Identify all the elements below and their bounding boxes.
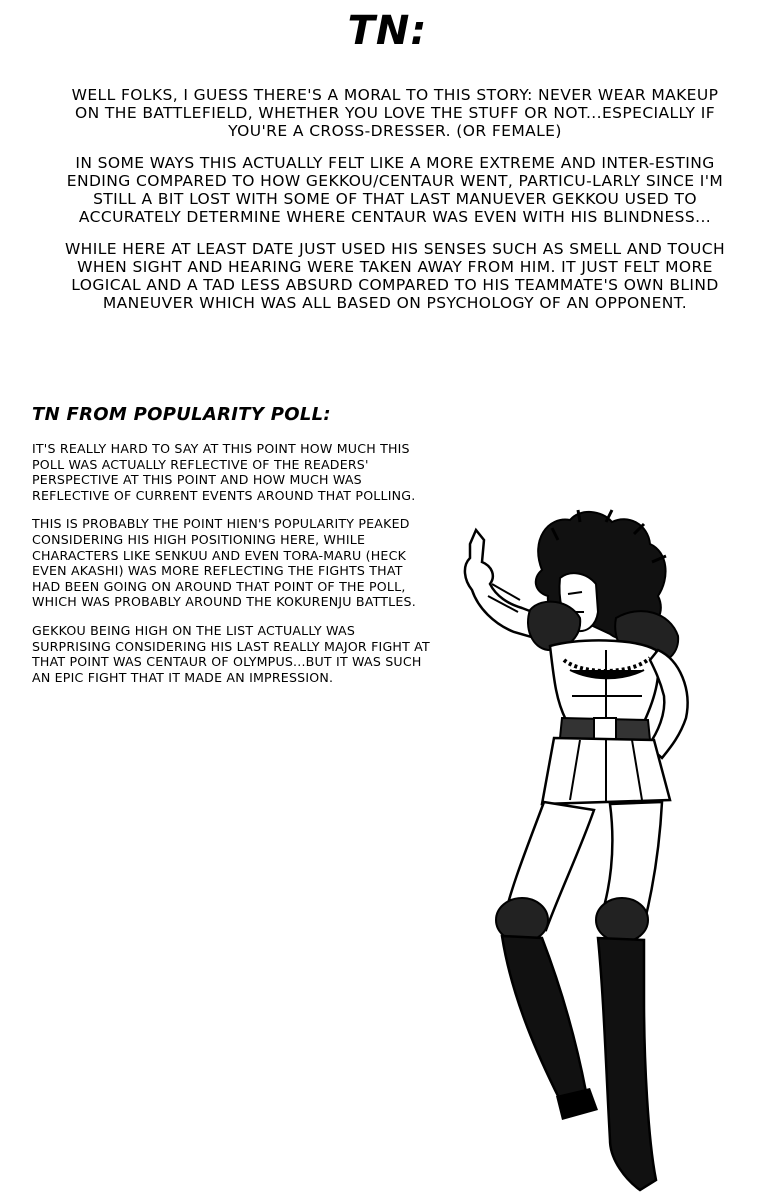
warrior-illustration <box>430 500 775 1200</box>
poll-note <box>32 441 432 698</box>
tn-paragraph-3: WHILE HERE AT LEAST DATE JUST USED HIS SENSES SUCH AS SMELL AND TOUCH WHEN SIGHT AND HEARING WERE TAKEN AWAY FROM HIM. IT JUST FELT MORE LOGICAL AND A TAD LESS ABSURD COMPARED TO HIS TEAMMATE'S OWN BLIND MANEUVER WHICH WAS ALL BASED ON PSYCHOLOGY OF AN OPPONENT. <box>64 240 726 312</box>
translator-note <box>60 86 730 326</box>
tn-paragraph-1: WELL FOLKS, I GUESS THERE'S A MORAL TO THIS STORY: NEVER WEAR MAKEUP ON THE BATTLEFIELD, WHETHER YOU LOVE THE STUFF OR NOT...ESPECIALLY IF YOU'RE A CROSS-DRESSER. (OR FEMALE) <box>71 86 719 140</box>
poll-heading: TN FROM POPULARITY POLL: <box>32 404 331 425</box>
tn-paragraph-2: IN SOME WAYS THIS ACTUALLY FELT LIKE A MORE EXTREME AND INTER-ESTING ENDING COMPARED TO HOW GEKKOU/CENTAUR WENT, PARTICU-LARLY SINCE I'M STILL A BIT LOST WITH SOME OF THAT LAST MANUEVER GEKKOU USED TO ACCURATELY DETERMINE WHERE CENTAUR WAS EVEN WITH HIS BLINDNESS... <box>66 154 724 226</box>
poll-paragraph-2: THIS IS PROBABLY THE POINT HIEN'S POPULARITY PEAKED CONSIDERING HIS HIGH POSITIONING HERE, WHILE CHARACTERS LIKE SENKUU AND EVEN TORA-MARU (HECK EVEN AKASHI) WAS MORE REFLECTING THE FIGHTS THAT HAD BEEN GOING ON AROUND THAT POINT OF THE POLL, WHICH WAS PROBABLY AROUND THE KOKURENJU BATTLES. <box>32 516 416 610</box>
page-title: TN: <box>347 8 428 54</box>
poll-paragraph-3: GEKKOU BEING HIGH ON THE LIST ACTUALLY WAS SURPRISING CONSIDERING HIS LAST REALLY MAJOR FIGHT AT THAT POINT WAS CENTAUR OF OLYMPUS...BUT IT WAS SUCH AN EPIC FIGHT THAT IT MADE AN IMPRESSION. <box>32 622 430 685</box>
poll-paragraph-1: IT'S REALLY HARD TO SAY AT THIS POINT HOW MUCH THIS POLL WAS ACTUALLY REFLECTIVE OF THE READERS' PERSPECTIVE AT THIS POINT AND HOW MUCH WAS REFLECTIVE OF CURRENT EVENTS AROUND THAT POLLING. <box>32 441 416 503</box>
